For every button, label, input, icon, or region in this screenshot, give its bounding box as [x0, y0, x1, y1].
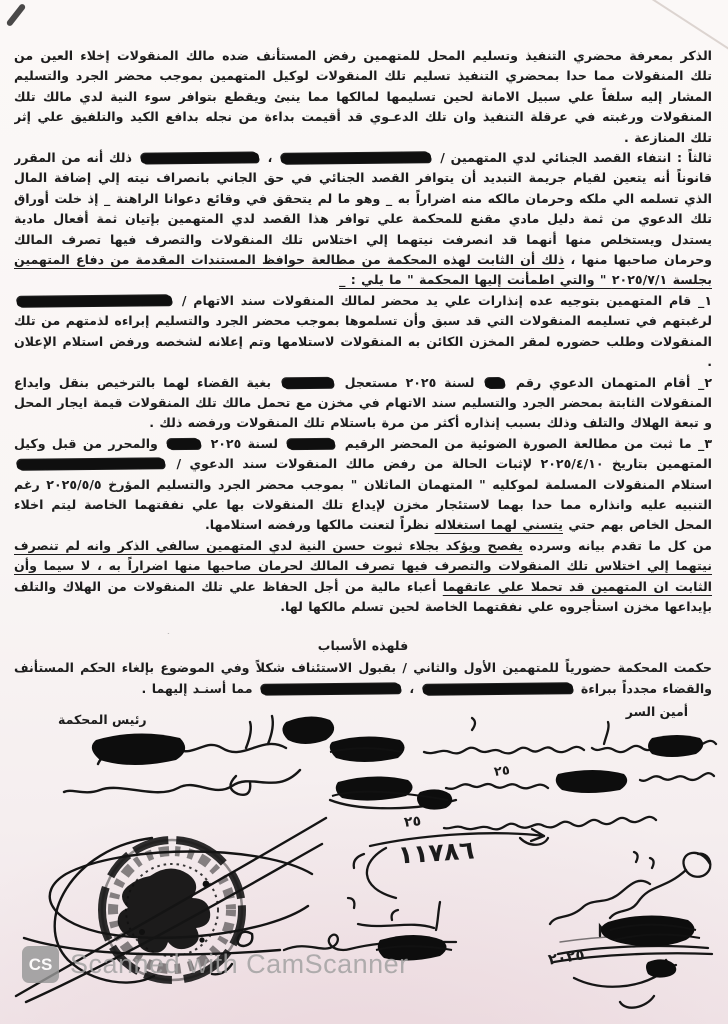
text-segment: يفصح ويؤكد بجلاء ثبوت حسن النية لدي المتهمين سالفي الذكر وانه لم تنصرف نيتهما إلي اختلاس تلك المنقولات والتصرف فيها تصرف المالك لحرمان صاحبها منها اضراراً به ، لا سيما وأن الثابت ان المتهمين قد تحملا علي عاتقهما	[14, 537, 712, 594]
text-segment: ٣_ ما ثبت من مطالعة الصورة الضوئية من المحضر الرقيم	[338, 435, 712, 451]
text-segment: ذلك أن الثابت لهذه المحكمة من مطالعة حوافظ المستندات المقدمة من دفاع المتهمين بجلسة ٢٠٢٥/٧/١ " والتي اطمأنت إليها المحكمة " ما يلي : _	[14, 252, 712, 288]
handwritten-mark-25-upper: ٢٥	[493, 763, 511, 780]
redaction-blobs	[92, 716, 703, 809]
text-segment: استلام المنقولات المسلمة لموكليه " المتهمان الماثلان " بموجب محضر الجرد والتسليم المؤرخ ٢٠٢٥/٥/٥ رغم التنبيه عليه وانذاره مما حدا بهما لاستئجار مخزن لإيداع تلك المنقولات بها علي نفقتهما الخاصة ليتم اخلاء المحل الخاص بهم حتي	[14, 476, 712, 533]
handwritten-case-number: ١١٧٨٦	[397, 835, 476, 870]
president-label: رئيس المحكمة	[58, 712, 147, 727]
handwritten-mark-25-lower: ٢٥	[403, 813, 422, 831]
camscanner-badge-icon: CS	[22, 946, 59, 983]
text-segment: ١_ قام المتهمين بتوجيه عده إنذارات علي يد محضر لمالك المنقولات سند الاتهام /	[175, 292, 712, 308]
text-segment: لسنة ٢٠٢٥ مستعجل	[336, 374, 483, 390]
text-segment: لرغبتهم في تسليمه المنقولات التي قد سبق وأن تسلموها بموجب محضر الجرد والتسليم إبراءه لذمتهم من تلك المنقولات وطلب حضوره لمقر المخزن الكائن به المنقولات لاستلامها وتم إعلانه لشخصه ورفض استلام الإعلان .	[14, 313, 712, 370]
text-segment: ثالثاً : انتفاء القصد الجنائي لدي المتهمين /	[434, 150, 712, 166]
camscanner-watermark	[22, 946, 409, 983]
camscanner-text: Scanned with CamScanner	[70, 949, 409, 979]
text-segment: حكمت المحكمة حضورياً للمتهمين الأول والثاني / بقبول الاستئناف شكلاً وفي الموضوع بإلغاء الحكم المستأنف والقضاء مجدداً ببراءة	[14, 660, 712, 696]
text-segment: يتسني لهما استغلاله	[434, 517, 563, 533]
handwritten-year: ٢٠٢٥	[546, 945, 586, 969]
text-segment: الذكر بمعرفة محضري التنفيذ وتسليم المحل للمتهمين رفض المستأنف ضده مالك المنقولات إخلاء العين من تلك المنقولات مما حدا بمحضري التنفيذ تسليم تلك المنقولات لوكيل المتهمين بموجب محضر الجرد والتسليم المشار إليه سلفاً علي سبيل الامانة لحين تسليمها لمالكها مما ينبئ ويقطع بتوافر سوء النية لدي مالك تلك المنقولات ورغبته في عرقلة التنفيذ وان تلك الدعـوي قد أقيمت بداءة من نجله بدافع الكيد والتلفيق علي إثر تلك المنازعة .	[14, 48, 712, 145]
text-segment: أعباء مالية من أجل الحفاظ علي تلك المنقولات من الهلاك والتلف بإيداعها مخزن استأجروه علي نفقتهما الخاصة لحين تسلم مالكها لها.	[14, 578, 712, 614]
text-segment: مما أسنـد إليهما .	[141, 680, 258, 696]
text-segment: ٢_ أقام المتهمان الدعوي رقم	[508, 374, 712, 390]
secretary-label: أمين السر	[625, 704, 688, 719]
text-segment: فلهذه الأسباب	[317, 638, 409, 653]
text-segment: نظراً لتعنت مالكها ورفضه استلامها.	[205, 517, 435, 533]
text-segment: لسنة ٢٠٢٥	[204, 435, 285, 451]
text-segment: ،	[403, 680, 420, 696]
text-segment: ،	[261, 150, 279, 166]
text-segment: والمحرر من قبل وكيل المتهمين بتاريخ ٢٠٢٥/٤/١٠ لإثبات الحالة من رفض مالك المنقولات سند الدعوي /	[14, 435, 712, 472]
text-segment: ذلك أنه من المقرر قانوناً أنه يتعين لقيام جريمة التبديد أن يتوافر القصد الجنائي في حق الجاني بانصراف نيته إلي إضافة المال الذي تسلمه الي ملكه وحرمان مالكه منه اضراراً به _ وهو ما لم يتحقق في وقائع دعوانا الراهنة _ إذ خلت أوراق تلك الدعوي من ثمة دليل مادي مقنع للمحكمة علي توافر هذا القصد لدي المتهمين بإتيان ثمة أفعال مادية يستدل ويستخلص منها أنهما قد انصرفت نيتهما إلي اختلاس تلك المنقولات والتصرف فيها تصرف المالك وحرمان صاحبها منها ،	[14, 150, 712, 268]
text-segment: من كل ما تقدم بيانه وسرده	[522, 537, 712, 553]
text-segment: بغية القضاء لهما بالترخيص بنقل وايداع المنقولات الثابتة بمحضر الجرد والتسليم سند الاتهام في مخزن مع تحمل مالك تلك المنقولات قيمة ايجار المحل و تبعة الهلاك والتلف وذلك بسبب إنذاره أكثر من مرة باستلام تلك المنقولات ورفضه ذلك .	[14, 374, 712, 431]
